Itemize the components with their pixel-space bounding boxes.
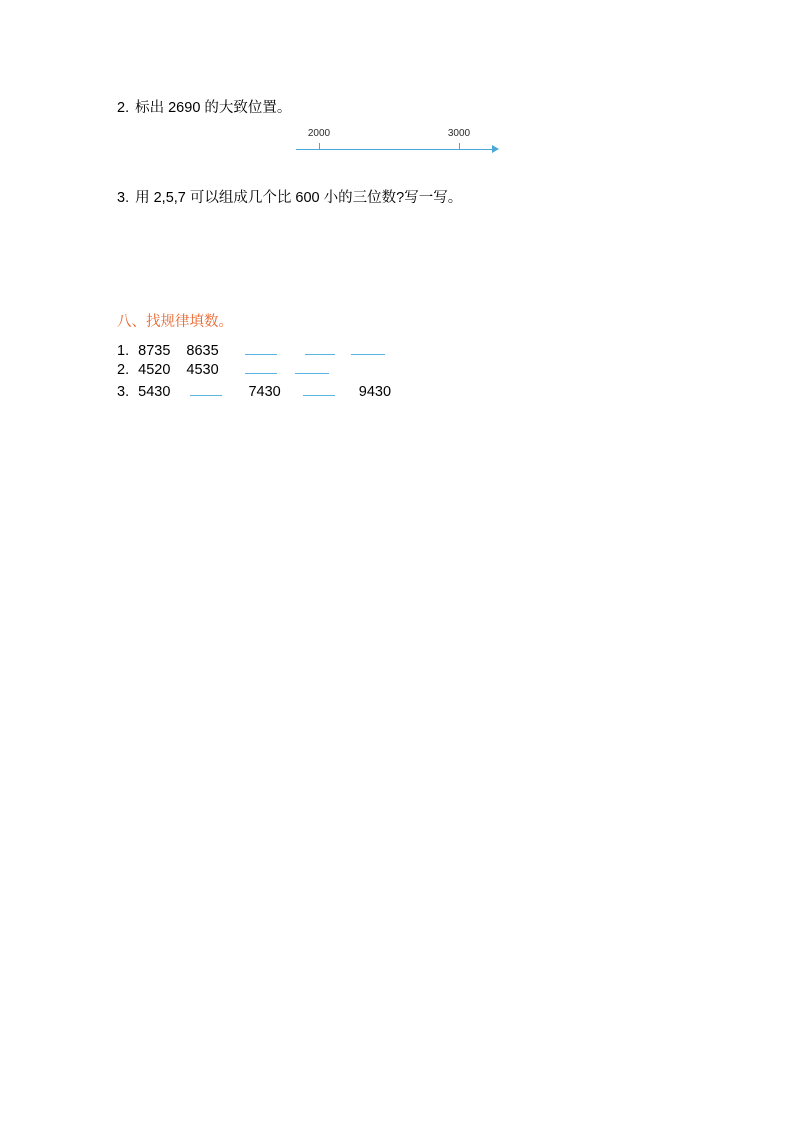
number-line — [296, 128, 496, 156]
pattern-row-2-index: 2. — [117, 362, 130, 378]
pattern-row-3-value-2: 7430 — [248, 384, 281, 400]
pattern-row-3-blank-2[interactable] — [303, 382, 335, 396]
pattern-row-2-value-2: 4530 — [186, 362, 219, 378]
number-line-tick-left — [319, 143, 320, 150]
number-line-label-left: 2000 — [307, 128, 331, 139]
pattern-row-1-value-1: 8735 — [138, 343, 171, 359]
question-3-text: 用 2,5,7 可以组成几个比 600 小的三位数?写一写。 — [135, 190, 463, 206]
number-line-axis — [296, 149, 496, 150]
section-title: 八、找规律填数。 — [117, 314, 233, 330]
number-line-tick-right — [459, 143, 460, 150]
pattern-row-1-blank-3[interactable] — [351, 341, 385, 355]
question-3-number: 3. — [117, 190, 130, 206]
pattern-row-2-blank-2[interactable] — [295, 360, 329, 374]
pattern-row-1-blank-2[interactable] — [305, 341, 335, 355]
pattern-row-3-index: 3. — [117, 384, 130, 400]
pattern-row — [117, 382, 391, 400]
pattern-row — [117, 360, 329, 378]
pattern-row-3-blank-1[interactable] — [190, 382, 222, 396]
number-line-arrow-icon — [492, 145, 499, 153]
pattern-row-2-value-1: 4520 — [138, 362, 171, 378]
question-2-text: 标出 2690 的大致位置。 — [135, 100, 292, 116]
pattern-row-3-value-3: 9430 — [358, 384, 392, 400]
pattern-row-2-blank-1[interactable] — [245, 360, 277, 374]
pattern-row — [117, 341, 385, 359]
question-2 — [117, 98, 291, 118]
pattern-row-1-index: 1. — [117, 343, 130, 359]
number-line-label-right: 3000 — [447, 128, 471, 139]
pattern-row-3-value-1: 5430 — [138, 384, 171, 400]
pattern-row-1-blank-1[interactable] — [245, 341, 277, 355]
pattern-row-1-value-2: 8635 — [186, 343, 219, 359]
question-2-number: 2. — [117, 100, 130, 116]
question-3 — [117, 188, 462, 208]
